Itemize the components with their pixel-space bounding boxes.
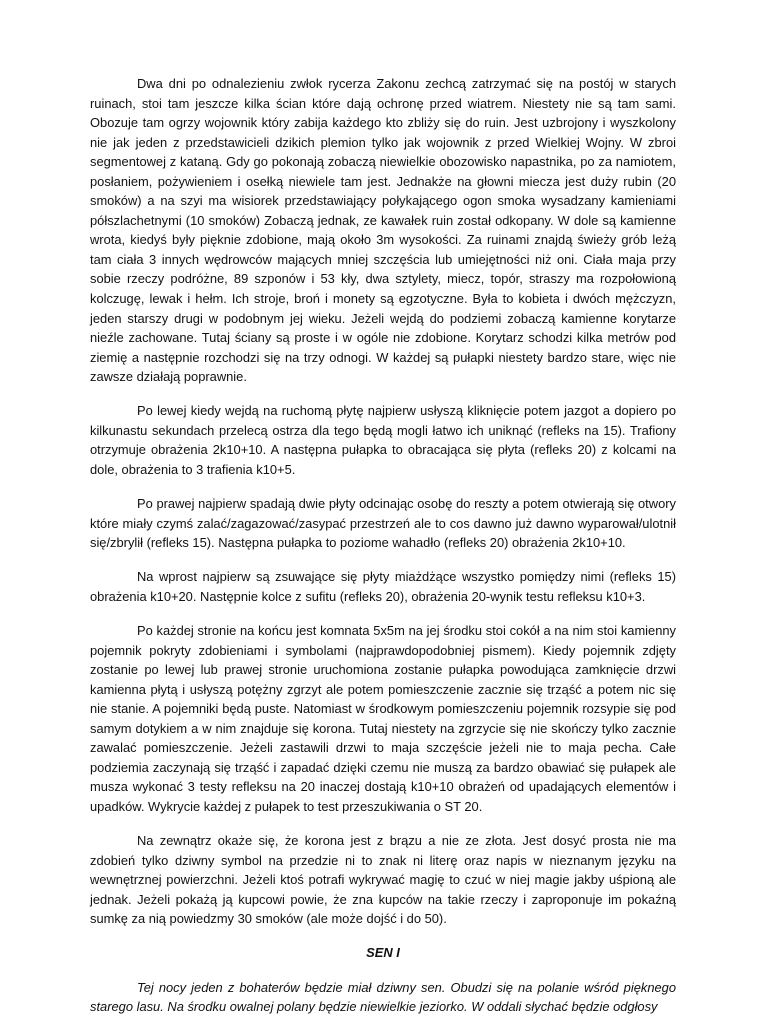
paragraph-left-trap: Po lewej kiedy wejdą na ruchomą płytę najpierw usłyszą kliknięcie potem jazgot a dopiero po kilkunastu sekundach przelecą ostrza dla tego będą mogli łatwo ich uniknąć (refleks na 15). Trafiony otrzymuje obrażenia 2k10+10. A następna pułapka to obracająca się płyta (refleks 20) z kolcami na dole, obrażenia to 3 trafienia k10+5. <box>90 403 676 477</box>
paragraph-right-trap: Po prawej najpierw spadają dwie płyty odcinając osobę do reszty a potem otwierają się otwory które miały czymś zalać/zagazować/zasypać przestrzeń ale to cos dawno już dawno wyparował/ulotnił się/zbrylił (refleks 15). Następna pułapka to poziome wahadło (refleks 20) obrażenia 2k10+10. <box>90 496 676 551</box>
paragraph-chambers: Po każdej stronie na końcu jest komnata 5x5m na jej środku stoi cokół a na nim stoi kamienny pojemnik pokryty zdobieniami i symbolami (najprawdopodobniej pismem). Kiedy pojemnik zdjęty zostanie po lewej lub prawej stronie uruchomiona zostanie pułapka powodująca zamknięcie drzwi kamienna płytą i usłyszą potężny zgrzyt ale potem pomieszczenie zacznie się trząść a potem nic się nie stanie. A pojemniki będą puste. Natomiast w środkowym pomieszczeniu pojemnik rozsypie się pod samym dotykiem a w nim znajduje się korona. Tutaj niestety na zgrzycie się nie skończy tylko zacznie zawalać pomieszczenie. Jeżeli zastawili drzwi to maja szczęście jeżeli nie to maja pecha. Całe podziemia zaczynają się trząść i zapadać dzięki czemu nie muszą za bardzo obawiać się pułapek ale musza wykonać 3 testy refleksu na 20 inaczej dostają k10+10 obrażeń od upadających elementów i upadków. Wykrycie każdej z pułapek to test przeszukiwania o ST 20. <box>90 623 676 814</box>
paragraph-crown: Na zewnątrz okaże się, że korona jest z brązu a nie ze złota. Jest dosyć prosta nie ma zdobień tylko dziwny symbol na przedzie ni to znak ni literę oraz napis w nieznanym języku na wewnętrznej powierzchni. Jeżeli ktoś potrafi wykrywać magię to czuć w niej magie jakby uśpioną ale jednak. Jeżeli pokażą ją kupcowi powie, że zna kupców na takie rzeczy i zaproponuje im pokaźną sumkę za nią powiedzmy 30 smoków (ale może dojść i do 50). <box>90 833 676 927</box>
document-page <box>90 74 676 1031</box>
paragraph-ruins: Dwa dni po odnalezieniu zwłok rycerza Zakonu zechcą zatrzymać się na postój w starych ruinach, stoi tam jeszcze kilka ścian które dają ochronę przed wiatrem. Niestety nie są tam sami. Obozuje tam ogrzy wojownik który zabija każdego kto zbliży się do ruin. Jest uzbrojony i wyszkolony nie jak jeden z przedstawicieli dzikich plemion tylko jak wojownik z przed Wielkiej Wojny. W zbroi segmentowej z kataną. Gdy go pokonają zobaczą niewielkie obozowisko napastnika, po za namiotem, posłaniem, pożywieniem i osełką niewiele tam jest. Jednakże na głowni miecza jest duży rubin (20 smoków) a na szyi ma wisiorek przedstawiający połykającego ogon smoka wysadzany kamieniami półszlachetnymi (10 smoków) Zobaczą jednak, ze kawałek ruin został odkopany. W dole są kamienne wrota, kiedyś były pięknie zdobione, mają około 3m wysokości. Za ruinami znajdą świeży grób leżą tam ciała 3 innych wędrowców mających mniej szczęścia lub umiejętności niż oni. Ciała maja przy sobie rzeczy podróżne, 89 szponów i 53 kły, dwa sztylety, miecz, topór, straszy ma rozpołowioną kolczugę, lewak i hełm. Ich stroje, broń i monety są egzotyczne. Była to kobieta i dwóch mężczyzn, jeden starszy drugi w podobnym jej wieku. Jeżeli wejdą do podziemi zobaczą kamienne korytarze nieźle zachowane. Tutaj ściany są proste i w ogóle nie zdobione. Korytarz schodzi kilka metrów pod ziemię a następnie rozchodzi się na trzy odnogi. W każdej są pułapki niestety bardzo stare, więc nie zawsze działają poprawnie. <box>90 76 676 385</box>
paragraph-straight-trap: Na wprost najpierw są zsuwające się płyty miażdżące wszystko pomiędzy nimi (refleks 15) obrażenia k10+20. Następnie kolce z sufitu (refleks 20), obrażenia 20-wynik testu refleksu k10+3. <box>90 569 676 604</box>
paragraph-dream: Tej nocy jeden z bohaterów będzie miał dziwny sen. Obudzi się na polanie wśród pięknego starego lasu. Na środku owalnej polany będzie niewielkie jeziorko. W oddali słychać będzie odgłosy <box>90 979 676 1015</box>
section-heading: SEN I <box>366 945 400 961</box>
